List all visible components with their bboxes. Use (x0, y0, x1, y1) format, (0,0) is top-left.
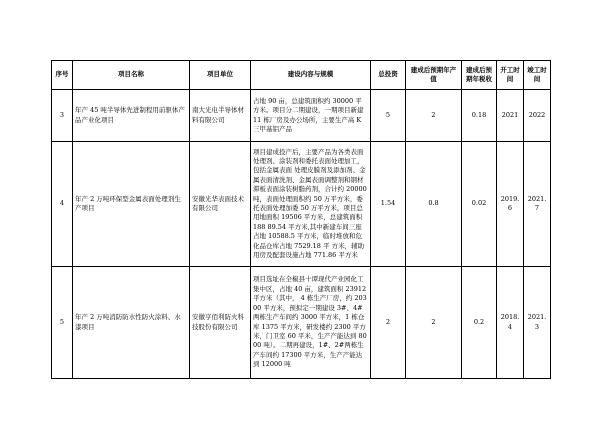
cell-expected-tax: 0.2 (462, 267, 497, 379)
cell-content-scale: 项目选址在全椒县十谭现代产业园化工集中区，占地 40 亩，建筑面积 23912 平方米（其中， 4 栋生产厂房，约 20300 平方米，预拟定一期建设 3#、4#两栋生产车间约 3000 平方米，1 栋仓库 1375 平方米，研发楼约 2300 平方米，门卫室 60 平米，生产产能达到 8000 吨）。二期再建设，1#、2#两栋生产车间约 17300 平方米，生产产能达到 12000 吨 (251, 267, 371, 379)
table-row (52, 142, 551, 267)
cell-expected-output: 2 (406, 90, 462, 142)
cell-project-unit: 南大光电半导体材料有限公司 (190, 90, 251, 142)
cell-expected-tax: 0.02 (462, 142, 497, 267)
cell-expected-output: 0.8 (406, 142, 462, 267)
cell-start-time: 2019.6 (497, 142, 524, 267)
cell-expected-tax: 0.18 (462, 90, 497, 142)
cell-total-investment: 1.54 (371, 142, 406, 267)
header-content-scale: 建设内容与规模 (251, 61, 371, 90)
cell-project-unit: 安徽光华表面技术有限公司 (190, 142, 251, 267)
cell-end-time: 2022 (524, 90, 551, 142)
cell-project-name: 年产 2 万吨环保型金属表面处理剂生产项目 (73, 142, 190, 267)
header-project-name: 项目名称 (73, 61, 190, 90)
header-total-investment: 总投资 (371, 61, 406, 90)
header-project-unit: 项目单位 (190, 61, 251, 90)
cell-no: 5 (52, 267, 73, 379)
header-expected-tax: 建成后预期年税收 (462, 61, 497, 90)
cell-total-investment: 5 (371, 90, 406, 142)
cell-end-time: 2021.7 (524, 142, 551, 267)
header-start-time: 开工时间 (497, 61, 524, 90)
cell-no: 3 (52, 90, 73, 142)
cell-expected-output: 2 (406, 267, 462, 379)
project-table (51, 60, 551, 379)
cell-project-unit: 安徽亨佰利防火科技股份有限公司 (190, 267, 251, 379)
cell-end-time: 2021.3 (524, 267, 551, 379)
cell-start-time: 2018.4 (497, 267, 524, 379)
header-expected-output: 建成后预期年产值 (406, 61, 462, 90)
cell-start-time: 2021 (497, 90, 524, 142)
table-row (52, 267, 551, 379)
cell-content-scale: 占地 90 亩，总建筑面积约 30000 平方米。项目分二期建设，一期项目新建 11 栋厂房及办公场所，主要生产高 K 三甲基铝产品 (251, 90, 371, 142)
table-row (52, 90, 551, 142)
header-row (52, 61, 551, 90)
cell-project-name: 年产 2 万吨消防防水性防火涂料、水漆项目 (73, 267, 190, 379)
cell-project-name: 年产 45 吨半导体先进制程用前驱体产品产业化项目 (73, 90, 190, 142)
cell-total-investment: 2 (371, 267, 406, 379)
cell-content-scale: 项目建成投产后，主要产品为各类表面处理剂、涂装剂和委托表面处理加工，包括金属表面 处理皮膜剂及添加剂、金属表面清洗剂、金属表面调整剂和钢材滞板表面涂装树脂药剂，合计约 20000 吨，表面处理面积约 50 万平方米，委托表面处理加委 50 万平方米，项目总用地面积 19506 平方米，总建筑面积 188 89.54 平方米,其中新建车间三座占地 10588.5 平方米，临时堆放和危化品仓库占地 7529.18 平 方米，辅助用房及配套设施占地 771.86 平方米 (251, 142, 371, 267)
cell-no: 4 (52, 142, 73, 267)
header-end-time: 竣工时间 (524, 61, 551, 90)
header-no: 序号 (52, 61, 73, 90)
